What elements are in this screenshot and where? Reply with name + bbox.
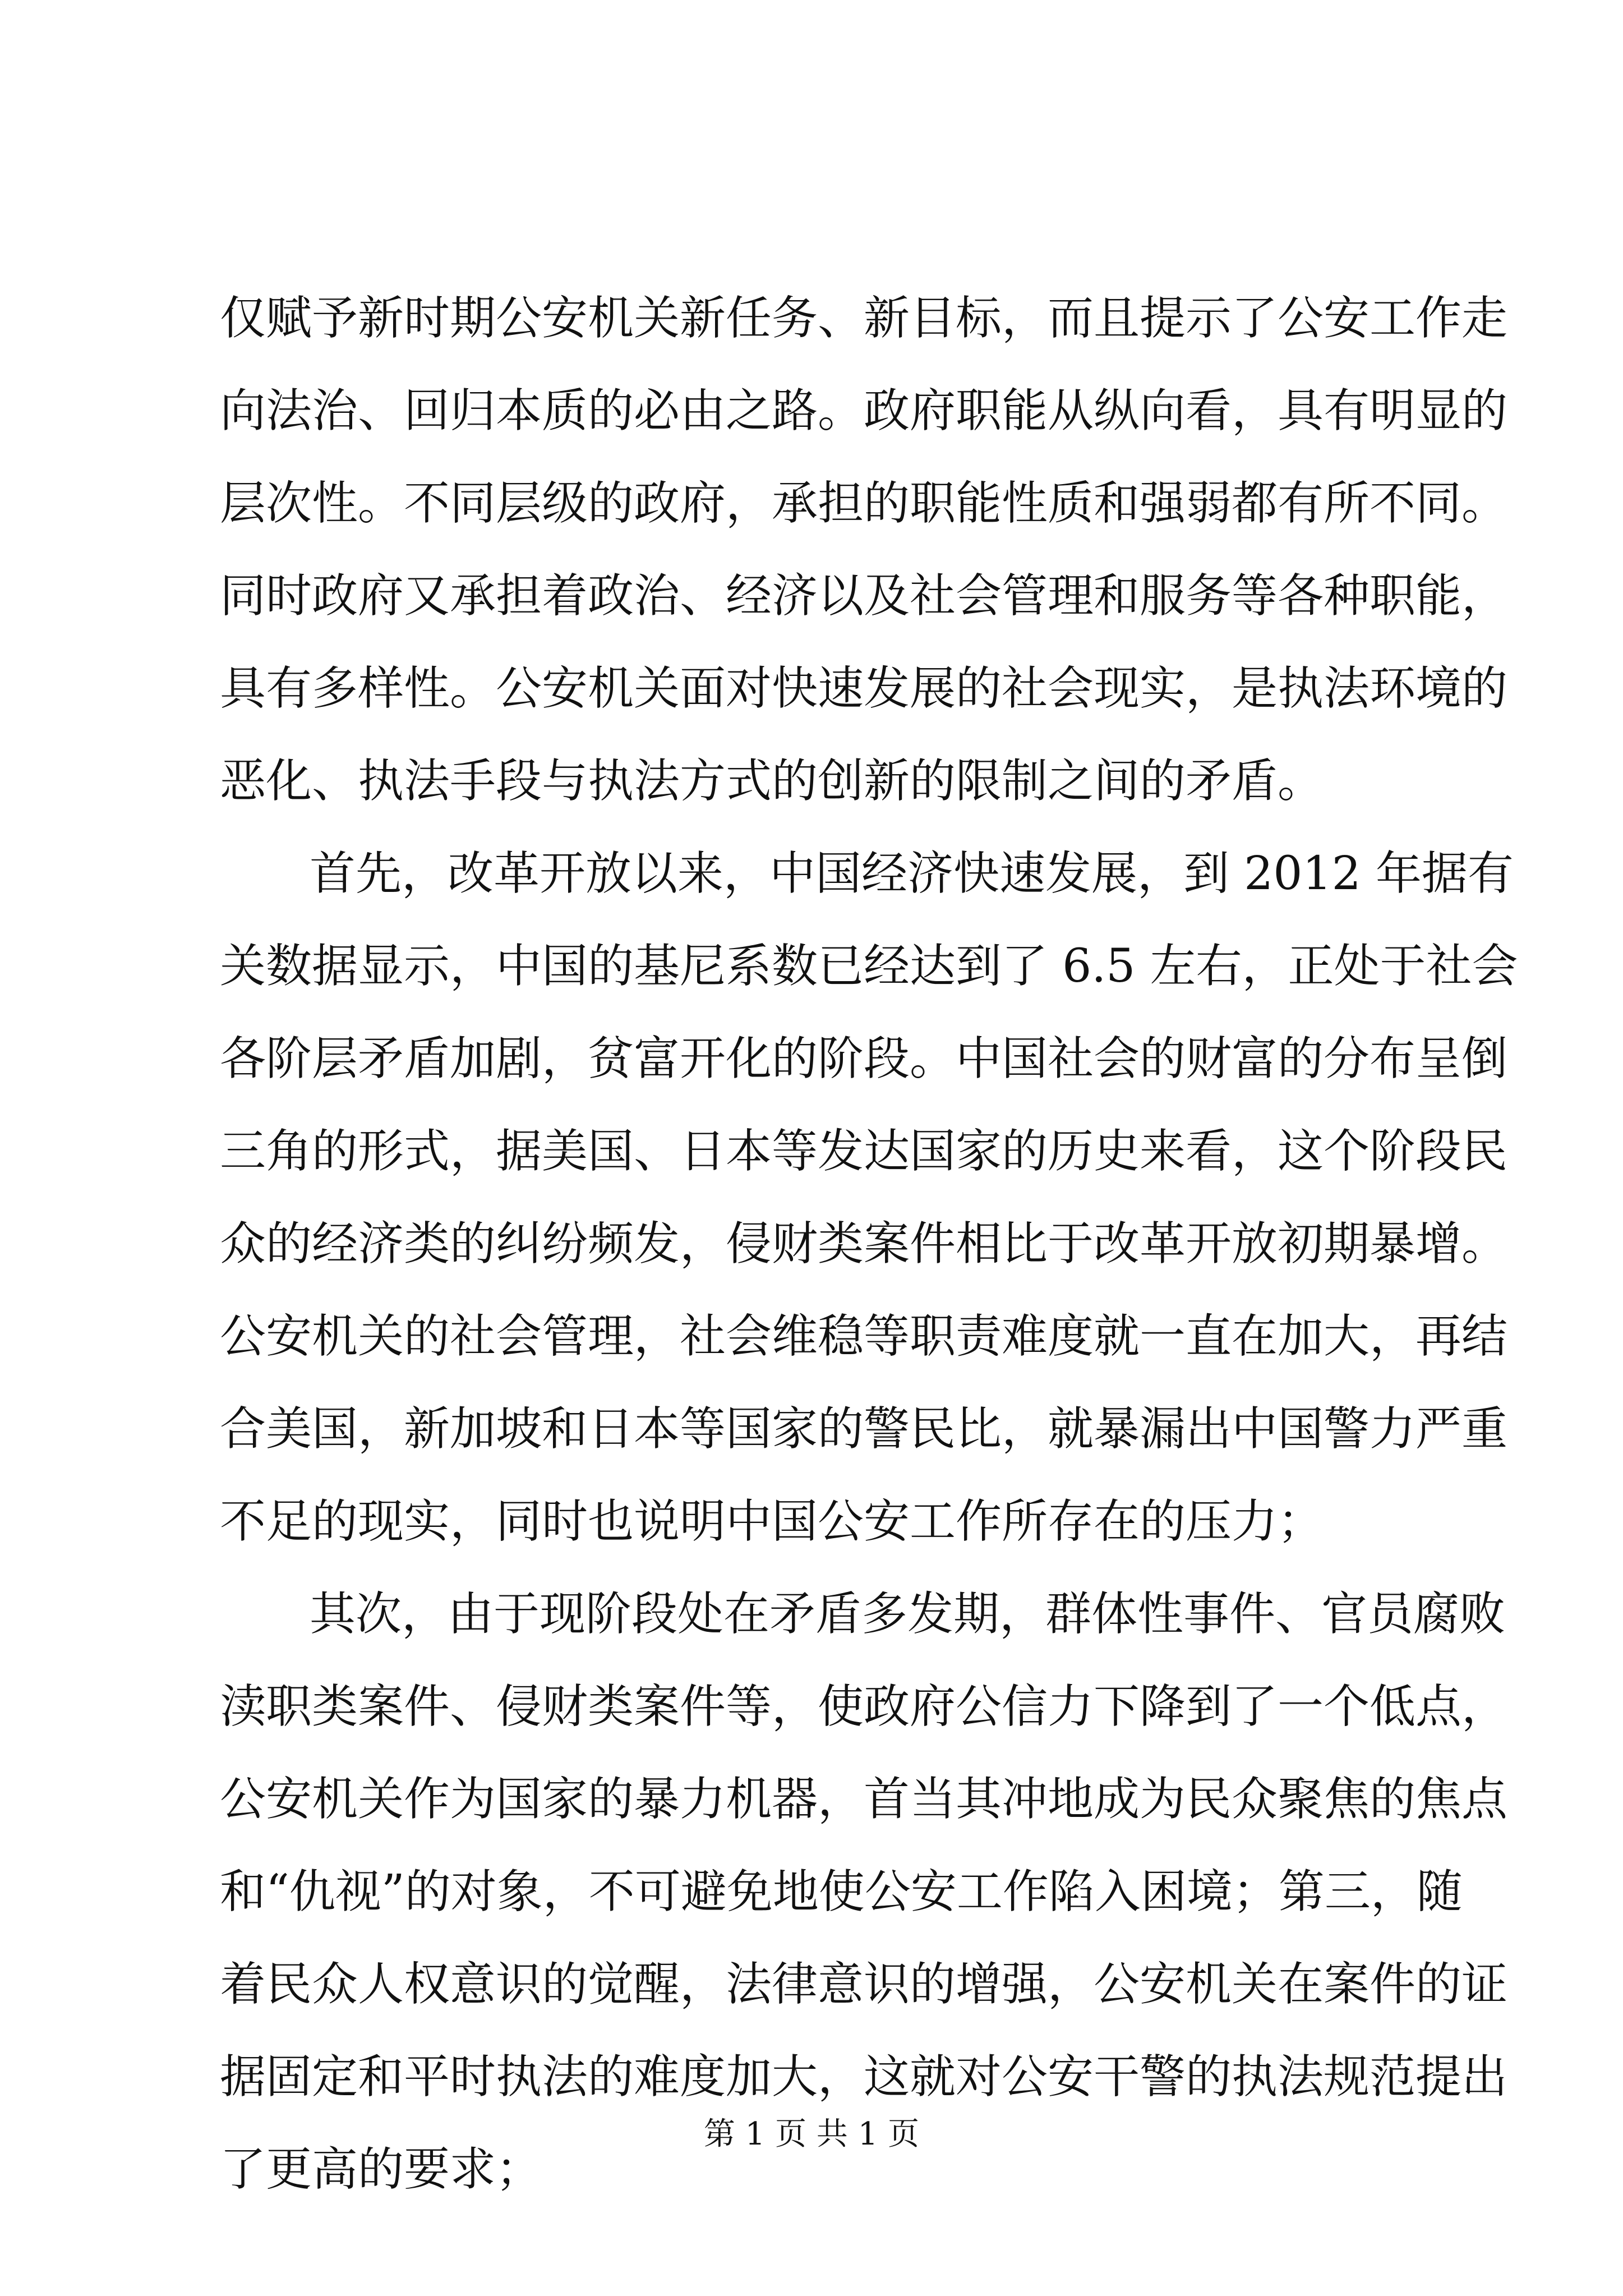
paragraph-first-line: 其次，由于现阶段处在矛盾多发期，群体性事件、官员腐败 [310,1588,1506,1641]
text-line: 同时政府又承担着政治、经济以及社会管理和服务等各种职能， [220,569,1508,623]
text-line: 公安机关作为国家的暴力机器，首当其冲地成为民众聚焦的焦点 [220,1773,1508,1826]
text-line: 公安机关的社会管理，社会维稳等职责难度就一直在加大，再结 [220,1310,1508,1363]
text-line: 了更高的要求； [220,2143,542,2196]
text-line: 层次性。不同层级的政府，承担的职能性质和强弱都有所不同。 [220,477,1508,530]
text-line: 各阶层矛盾加剧，贫富开化的阶段。中国社会的财富的分布呈倒 [220,1032,1508,1085]
text-line: 据固定和平时执法的难度加大，这就对公安干警的执法规范提出 [220,2050,1508,2104]
text-line: 渎职类案件、侵财类案件等，使政府公信力下降到了一个低点， [220,1680,1508,1733]
text-line: 不足的现实，同时也说明中国公安工作所存在的压力； [220,1495,1324,1548]
page-number-footer: 第 1 页 共 1 页 [703,2116,920,2152]
text-line: 仅赋予新时期公安机关新任务、新目标，而且提示了公安工作走 [220,292,1508,345]
text-line: 恶化、执法手段与执法方式的创新的限制之间的矛盾。 [220,754,1324,808]
text-line: 向法治、回归本质的必由之路。政府职能从纵向看，具有明显的 [220,384,1508,438]
text-line: 三角的形式，据美国、日本等发达国家的历史来看，这个阶段民 [220,1125,1508,1178]
text-line: 着民众人权意识的觉醒，法律意识的增强，公安机关在案件的证 [220,1958,1508,2011]
paragraph-first-line: 首先，改革开放以来，中国经济快速发展，到 2012 年据有 [310,847,1514,900]
text-line: 具有多样性。公安机关面对快速发展的社会现实，是执法环境的 [220,662,1508,715]
text-line: 和“仇视”的对象，不可避免地使公安工作陷入困境；第三，随 [220,1865,1463,1918]
text-line: 合美国，新加坡和日本等国家的警民比，就暴漏出中国警力严重 [220,1402,1508,1456]
text-line: 关数据显示，中国的基尼系数已经达到了 6.5 左右，正处于社会 [220,940,1518,993]
text-line: 众的经济类的纠纷频发，侵财类案件相比于改革开放初期暴增。 [220,1217,1508,1271]
